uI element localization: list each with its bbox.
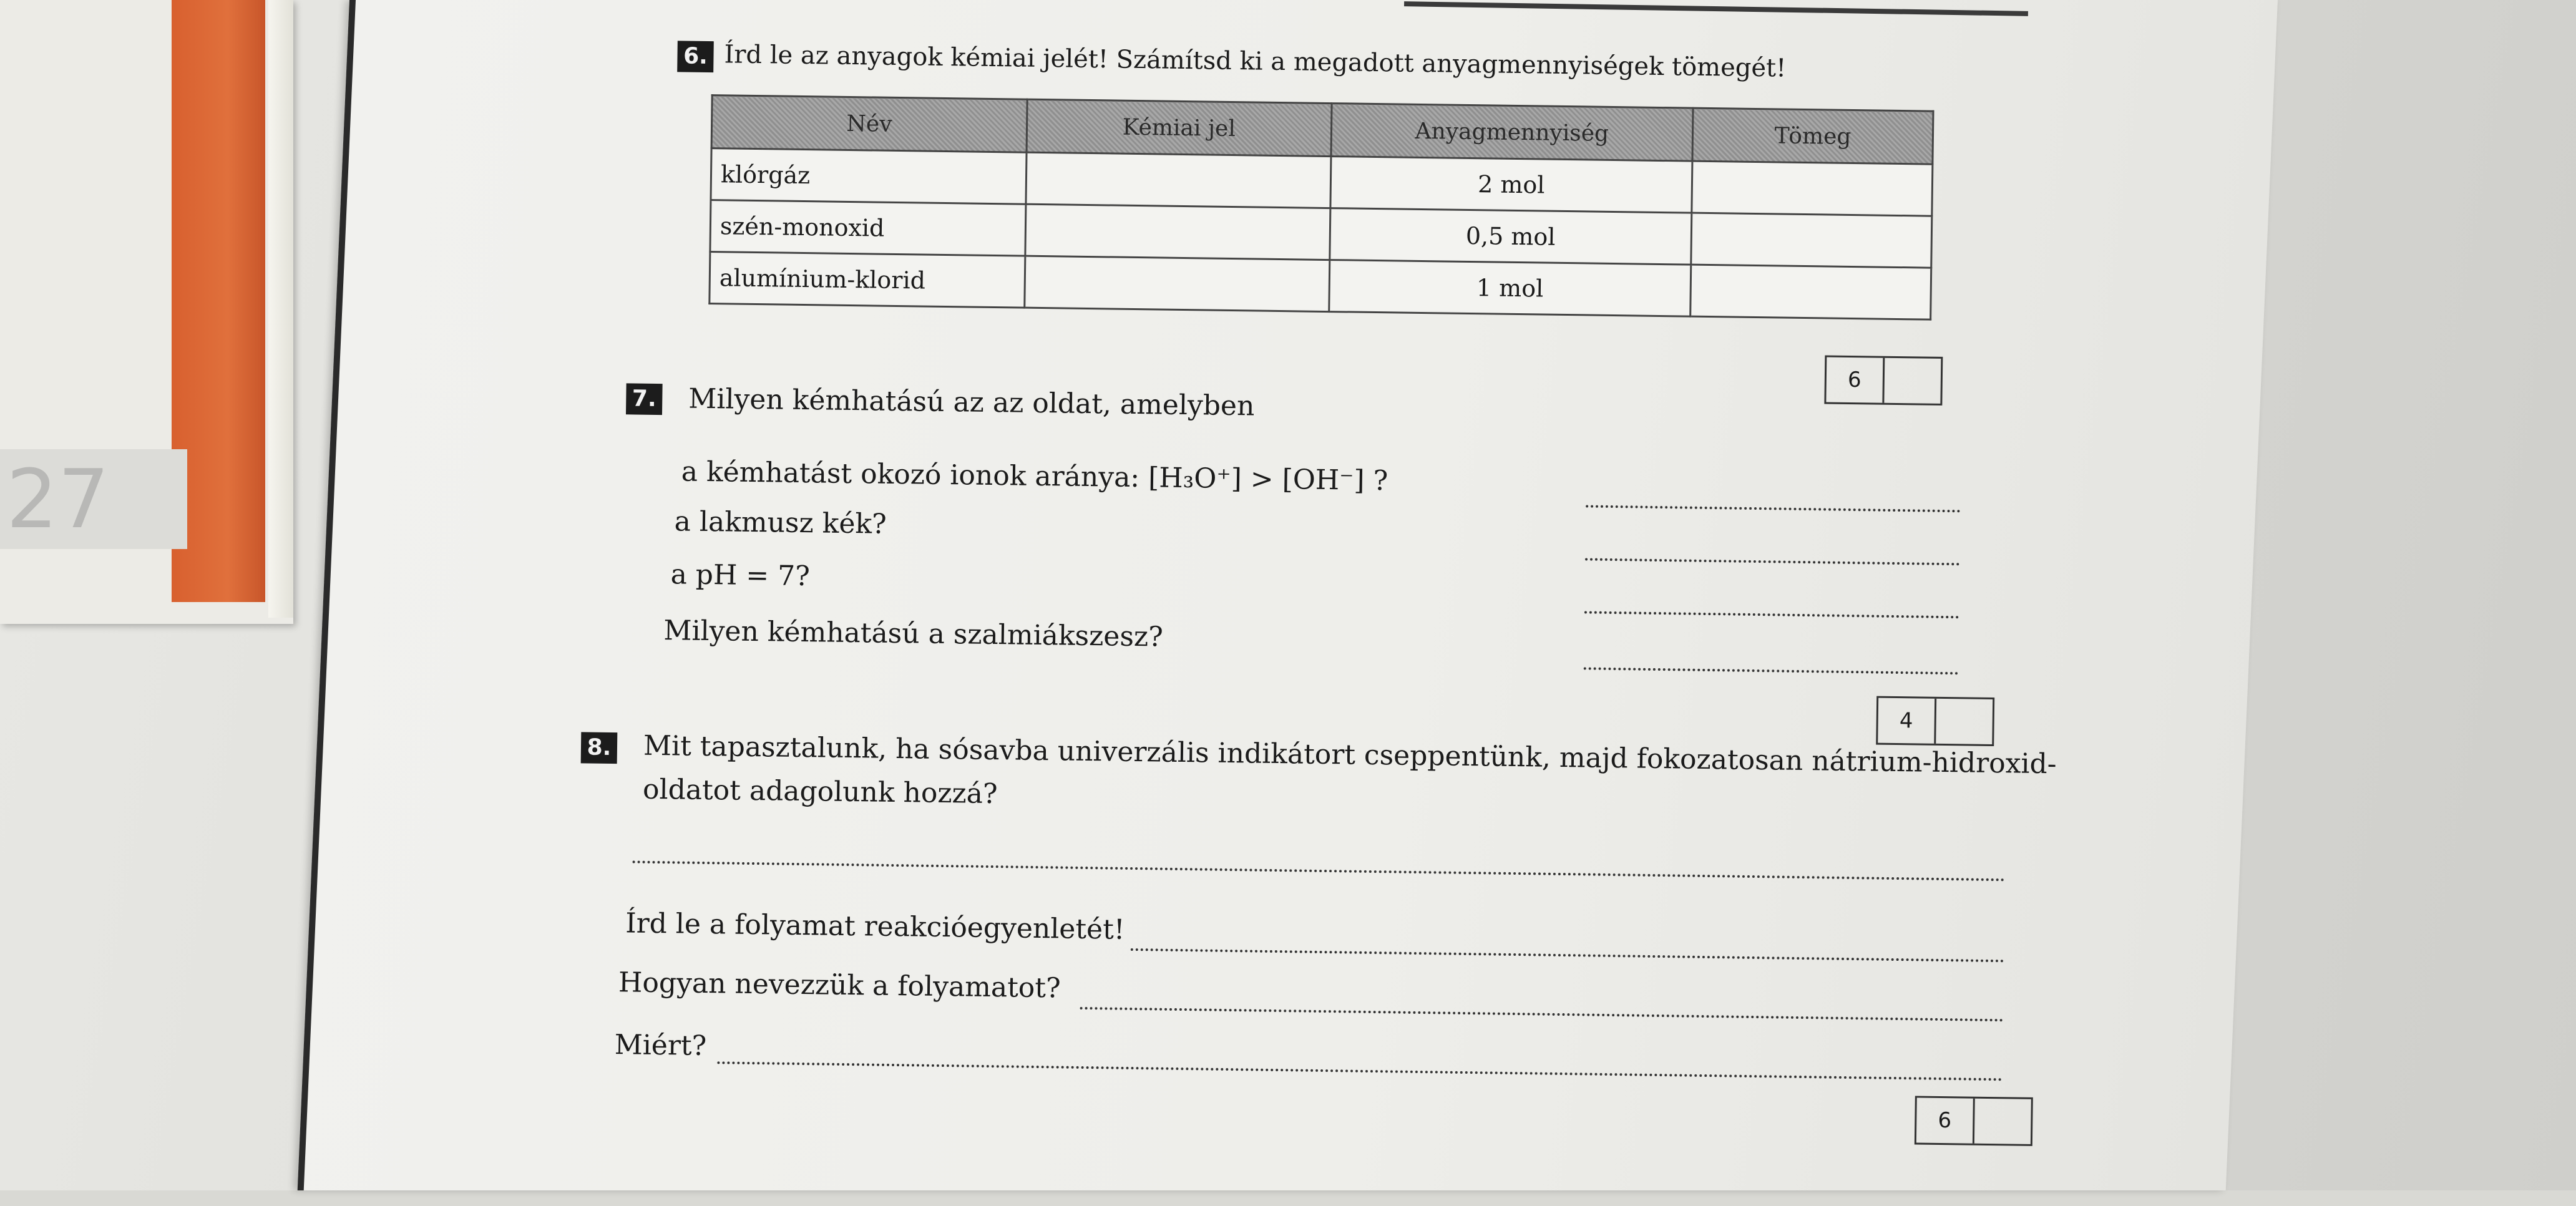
header-symbol: Kémiai jel bbox=[1027, 99, 1332, 156]
header-amount: Anyagmennyiség bbox=[1331, 104, 1694, 162]
task8-answer-line-equation[interactable] bbox=[1131, 948, 2004, 962]
task6-points: 6 bbox=[1826, 357, 1885, 402]
task6-score-box bbox=[1824, 355, 1943, 405]
header-name: Név bbox=[711, 95, 1027, 153]
task8-score-box bbox=[1915, 1096, 2033, 1145]
task8-question-line1: Mit tapasztalunk, ha sósavba univerzális indikátort cseppentünk, majd fokozatosan nátrium-hidroxid- bbox=[643, 729, 2057, 780]
task6-number: 6. bbox=[677, 41, 714, 72]
header-mass: Tömeg bbox=[1692, 108, 1933, 164]
book-page-number: 27 bbox=[0, 449, 187, 549]
row-symbol-input[interactable] bbox=[1025, 204, 1330, 260]
task8-why-prompt: Miért? bbox=[614, 1029, 707, 1063]
task8-answer-line-name[interactable] bbox=[1080, 1007, 2004, 1021]
task7-answer-line-3[interactable] bbox=[1584, 611, 1959, 618]
task7-item-litmus: a lakmusz kék? bbox=[674, 505, 887, 540]
task6-score-input[interactable] bbox=[1884, 358, 1941, 404]
task7-number: 7. bbox=[626, 383, 663, 415]
row-amount: 2 mol bbox=[1330, 157, 1692, 213]
task7-question: Milyen kémhatású az az oldat, amelyben bbox=[688, 382, 1255, 422]
task7-answer-line-4[interactable] bbox=[1584, 667, 1958, 674]
task7-score-input[interactable] bbox=[1936, 699, 1993, 744]
task7-points: 4 bbox=[1878, 698, 1936, 744]
task8-equation-prompt: Írd le a folyamat reakcióegyenletét! bbox=[625, 907, 1125, 946]
row-symbol-input[interactable] bbox=[1026, 152, 1331, 208]
task7-item-ion-ratio: a kémhatást okozó ionok aránya: [H₃O⁺] > [OH⁻] ? bbox=[681, 455, 1388, 497]
row-mass-input[interactable] bbox=[1691, 213, 1932, 268]
task7-answer-line-1[interactable] bbox=[1586, 505, 1960, 512]
row-name: klórgáz bbox=[711, 148, 1027, 205]
task7-answer-line-2[interactable] bbox=[1585, 558, 1959, 565]
row-mass-input[interactable] bbox=[1692, 161, 1933, 216]
row-amount: 0,5 mol bbox=[1329, 208, 1692, 265]
task6-instruction: Írd le az anyagok kémiai jelét! Számítsd ki a megadott anyagmennyiségek tömegét! bbox=[724, 40, 1787, 83]
task7-item-ph: a pH = 7? bbox=[670, 558, 811, 593]
task7-score-box bbox=[1876, 696, 1994, 746]
task8-score-input[interactable] bbox=[1974, 1099, 2031, 1144]
task8-points: 6 bbox=[1916, 1097, 1975, 1143]
task8-number: 8. bbox=[581, 732, 618, 764]
task8-answer-line-observation[interactable] bbox=[633, 861, 2006, 882]
substances-table bbox=[708, 94, 1934, 321]
task7-extra-question: Milyen kémhatású a szalmiákszesz? bbox=[663, 615, 1164, 653]
row-name: szén-monoxid bbox=[710, 200, 1026, 256]
task8-question-line2: oldatot adagolunk hozzá? bbox=[642, 773, 998, 810]
task8-name-prompt: Hogyan nevezzük a folyamatot? bbox=[618, 966, 1061, 1004]
row-mass-input[interactable] bbox=[1690, 265, 1931, 319]
row-name: alumínium-klorid bbox=[710, 252, 1025, 308]
task8-answer-line-why[interactable] bbox=[717, 1061, 2003, 1081]
row-amount: 1 mol bbox=[1329, 260, 1691, 317]
row-symbol-input[interactable] bbox=[1025, 256, 1330, 311]
